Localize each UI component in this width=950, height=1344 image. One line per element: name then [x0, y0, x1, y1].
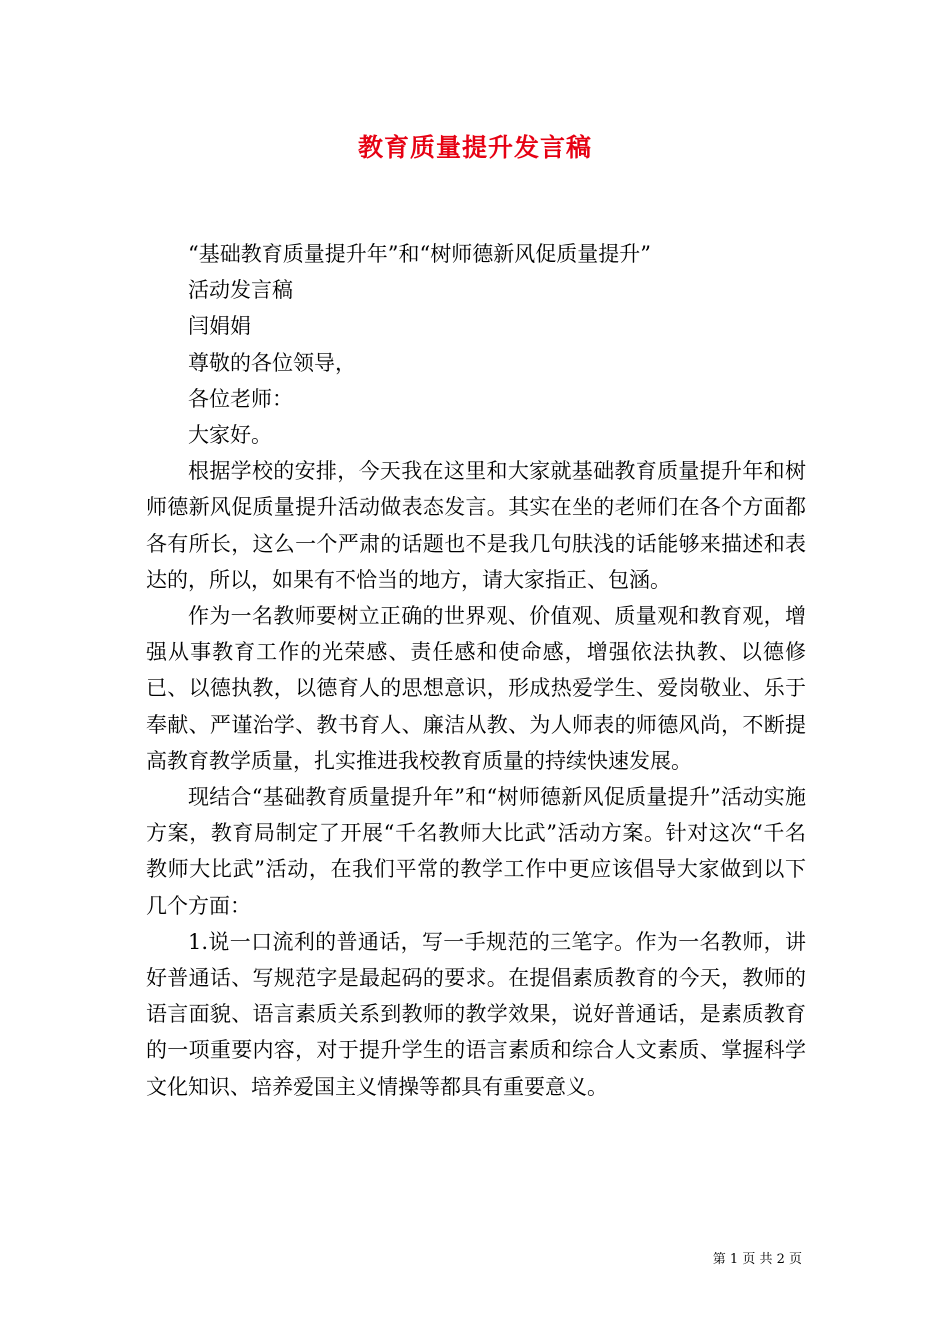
paragraph-salutation-teachers: 各位老师：	[188, 386, 293, 411]
paragraph-intro: 根据学校的安排，今天我在这里和大家就基础教育质量提升年和树师德新风促质量提升活动做表态发言。其实在坐的老师们在各个方面都各有所长，这么一个严肃的话题也不是我几句肤浅的话能够来描述和表达的，所以，如果有不恰当的地方，请大家指正、包涵。	[146, 459, 806, 592]
paragraph-subtitle-line-1: “基础教育质量提升年”和“树师德新风促质量提升”	[188, 242, 651, 266]
paragraph-author: 闫娟娟	[188, 314, 251, 339]
document-title: 教育质量提升发言稿	[357, 133, 592, 162]
page-number-footer: 第 1 页 共 2 页	[712, 1252, 802, 1267]
paragraph-subtitle-line-2: 活动发言稿	[188, 278, 293, 303]
paragraph-activity-plan: 现结合“基础教育质量提升年”和“树师德新风促质量提升”活动实施方案，教育局制定了开展“千名教师大比武”活动方案。针对这次“千名教师大比武”活动，在我们平常的教学工作中更应该倡导大家做到以下几个方面：	[146, 785, 806, 918]
paragraph-teacher-values: 作为一名教师要树立正确的世界观、价值观、质量观和教育观，增强从事教育工作的光荣感、责任感和使命感，增强依法执教、以德修已、以德执教，以德育人的思想意识，形成热爱学生、爱岗敬业、乐于奉献、严谨治学、教书育人、廉洁从教、为人师表的师德风尚，不断提高教育教学质量，扎实推进我校教育质量的持续快速发展。	[146, 604, 806, 773]
paragraph-greeting: 大家好。	[188, 423, 272, 448]
document-body	[146, 236, 806, 1105]
paragraph-point-1: 1.说一口流利的普通话，写一手规范的三笔字。作为一名教师，讲好普通话、写规范字是最起码的要求。在提倡素质教育的今天，教师的语言面貌、语言素质关系到教师的教学效果，说好普通话，是素质教育的一项重要内容，对于提升学生的语言素质和综合人文素质、掌握科学文化知识、培养爱国主义情操等都具有重要意义。	[146, 929, 806, 1099]
paragraph-salutation-leaders: 尊敬的各位领导，	[188, 350, 356, 375]
